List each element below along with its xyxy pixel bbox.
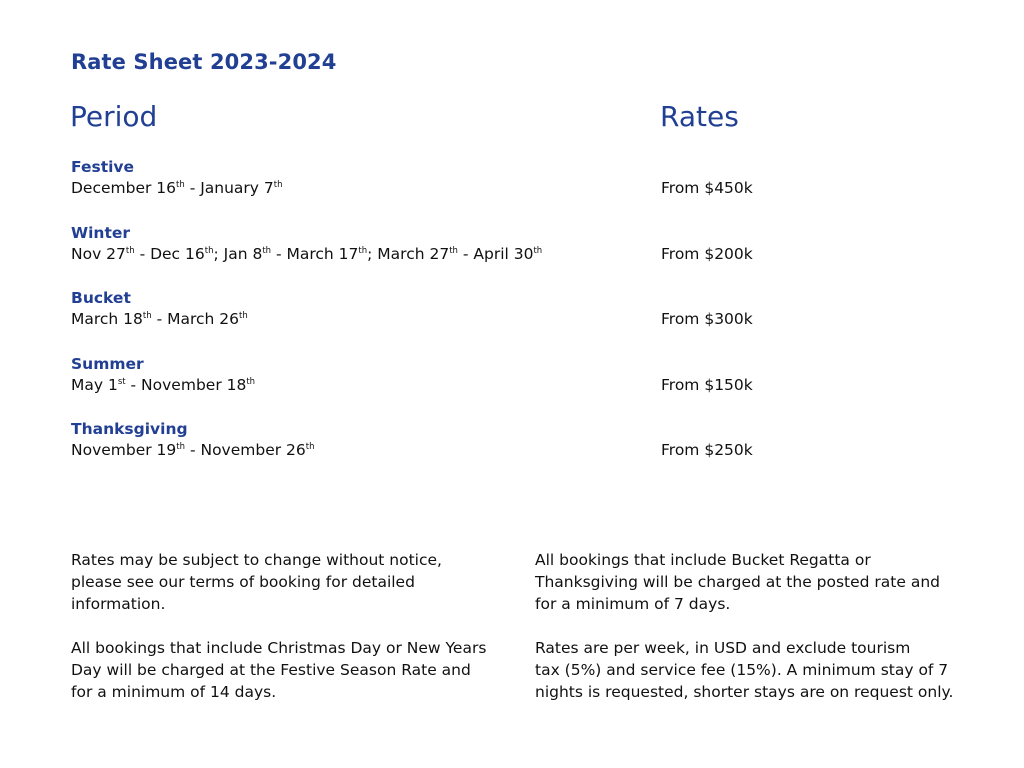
- notes-left: [71, 549, 501, 703]
- note-paragraph: [71, 637, 501, 703]
- ordinal-suffix: th: [246, 377, 256, 387]
- note-line: Rates are per week, in USD and exclude tourism: [535, 639, 911, 657]
- period-rate: From $250k: [661, 441, 753, 459]
- period-row-festive: [71, 158, 971, 208]
- date-text: - April 30: [457, 245, 534, 263]
- ordinal-suffix: st: [117, 377, 126, 387]
- ordinal-suffix: th: [176, 442, 186, 452]
- period-row-thanksgiving: [71, 420, 971, 470]
- rates-column-header: Rates: [660, 100, 739, 133]
- note-line: Day will be charged at the Festive Season Rate and: [71, 661, 471, 679]
- date-text: - March 17: [271, 245, 359, 263]
- period-name: Summer: [71, 355, 144, 373]
- date-text: March 18: [71, 310, 143, 328]
- note-paragraph: [535, 549, 975, 615]
- ordinal-suffix: th: [239, 311, 248, 321]
- note-line: Rates may be subject to change without notice,: [71, 551, 442, 569]
- note-line: nights is requested, shorter stays are on request only.: [535, 683, 954, 701]
- note-line: information.: [71, 595, 166, 613]
- note-line: please see our terms of booking for detailed: [71, 573, 415, 591]
- period-dates: [71, 376, 255, 394]
- period-row-summer: [71, 355, 971, 405]
- ordinal-suffix: th: [273, 180, 283, 190]
- period-dates: [71, 441, 315, 459]
- period-name: Winter: [71, 224, 131, 242]
- period-name: Festive: [71, 158, 135, 176]
- date-text: - January 7: [184, 179, 274, 197]
- date-text: Nov 27: [71, 245, 126, 263]
- page-title: Rate Sheet 2023-2024: [71, 50, 337, 74]
- period-rate: From $200k: [661, 245, 753, 263]
- ordinal-suffix: th: [533, 246, 543, 256]
- notes-right: [535, 549, 975, 703]
- note-line: Thanksgiving will be charged at the posted rate and: [535, 573, 941, 591]
- ordinal-suffix: th: [262, 246, 272, 256]
- period-rate: From $450k: [661, 179, 753, 197]
- period-rate: From $150k: [661, 376, 753, 394]
- date-text: - November 18: [125, 376, 247, 394]
- date-text: - November 26: [185, 441, 306, 459]
- date-text: December 16: [71, 179, 177, 197]
- note-line: tax (5%) and service fee (15%). A minimum stay of 7: [535, 661, 949, 679]
- ordinal-suffix: th: [449, 246, 458, 256]
- period-rate: From $300k: [661, 310, 753, 328]
- period-dates: [71, 179, 283, 197]
- note-line: All bookings that include Christmas Day or New Years: [71, 639, 487, 657]
- ordinal-suffix: th: [305, 442, 315, 452]
- date-text: November 19: [71, 441, 177, 459]
- date-text: - Dec 16: [134, 245, 205, 263]
- note-paragraph: [535, 637, 975, 703]
- period-column-header: Period: [70, 100, 158, 133]
- ordinal-suffix: th: [176, 180, 185, 190]
- date-text: May 1: [71, 376, 118, 394]
- period-row-winter: [71, 224, 971, 274]
- period-row-bucket: [71, 289, 971, 339]
- period-name: Thanksgiving: [71, 420, 188, 438]
- date-text: ; Jan 8: [213, 245, 263, 263]
- date-text: - March 26: [151, 310, 239, 328]
- date-text: ; March 27: [367, 245, 450, 263]
- note-line: for a minimum of 14 days.: [71, 683, 277, 701]
- note-paragraph: [71, 549, 501, 615]
- note-line: for a minimum of 7 days.: [535, 595, 731, 613]
- ordinal-suffix: th: [204, 246, 214, 256]
- period-dates: [71, 245, 542, 263]
- ordinal-suffix: th: [125, 246, 135, 256]
- ordinal-suffix: th: [358, 246, 368, 256]
- period-name: Bucket: [71, 289, 131, 307]
- period-dates: [71, 310, 248, 328]
- note-line: All bookings that include Bucket Regatta or: [535, 551, 871, 569]
- ordinal-suffix: th: [142, 311, 152, 321]
